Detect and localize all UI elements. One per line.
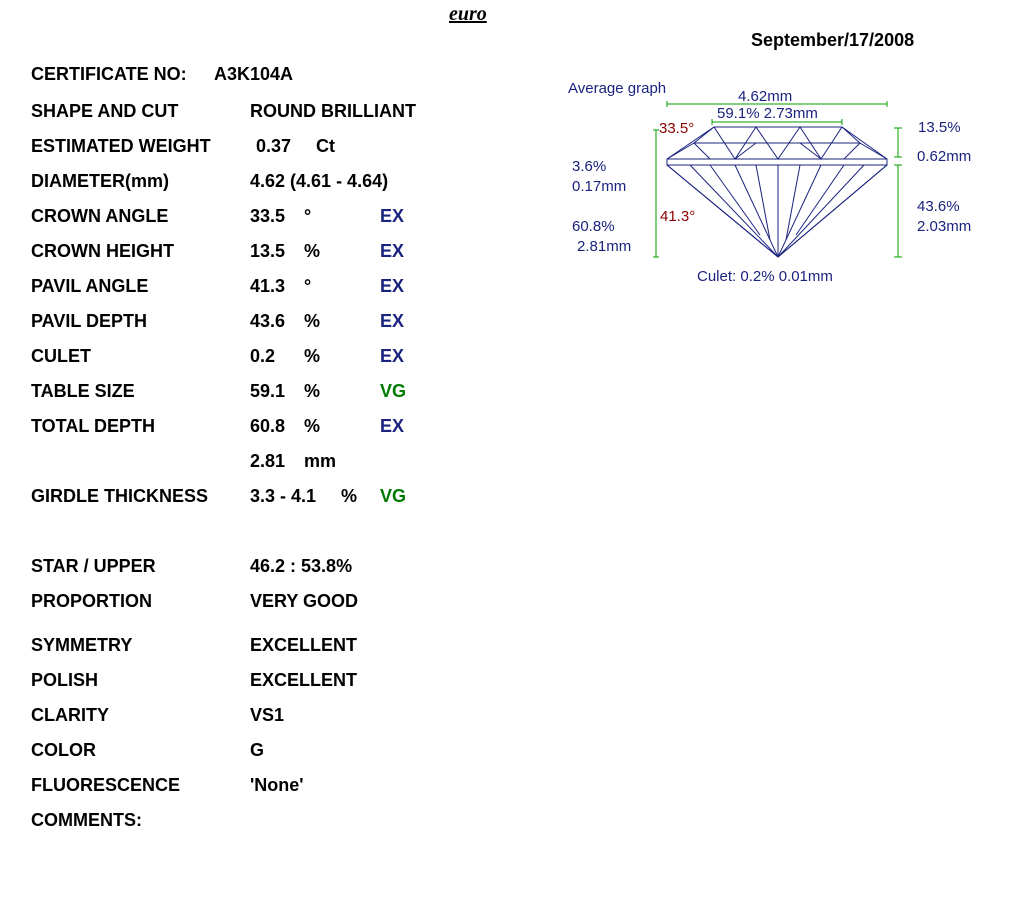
- report-date: September/17/2008: [751, 30, 915, 50]
- spec-unit-pavil-depth: %: [304, 311, 321, 331]
- graph-girdle-mm: 0.17mm: [572, 178, 627, 195]
- spec-unit-estimated-weight: Ct: [316, 136, 335, 156]
- graph-crown-angle: 33.5°: [659, 120, 695, 137]
- spec-label-girdle-thickness: GIRDLE THICKNESS: [31, 486, 209, 506]
- graph-girdle-pct: 3.6%: [572, 158, 607, 175]
- spec-grade-total-depth: EX: [380, 416, 405, 436]
- spec-value-estimated-weight: 0.37: [256, 136, 292, 156]
- graph-crown-height-pct: 13.5%: [918, 119, 961, 136]
- spec-value-girdle-thickness: 3.3 - 4.1: [250, 486, 317, 506]
- spec-value-pavil-depth: 43.6: [250, 311, 286, 331]
- spec-value-total-depth: 60.8: [250, 416, 286, 436]
- graph-total-depth-mm: 2.81mm: [577, 238, 632, 255]
- spec-label-star-upper: STAR / UPPER: [31, 556, 156, 576]
- spec-label-culet: CULET: [31, 346, 91, 366]
- spec-label-diameter-mm: DIAMETER(mm): [31, 171, 169, 191]
- spec-label-pavil-depth: PAVIL DEPTH: [31, 311, 148, 331]
- spec-value-shape-and-cut: ROUND BRILLIANT: [250, 101, 416, 121]
- certificate-label: CERTIFICATE NO:: [31, 64, 187, 84]
- spec-label-total-depth: TOTAL DEPTH: [31, 416, 156, 436]
- diamond-outline: [667, 127, 887, 257]
- spec-label-crown-height: CROWN HEIGHT: [31, 241, 174, 261]
- spec-value-extra: 2.81: [250, 451, 286, 471]
- spec-label-symmetry: SYMMETRY: [31, 635, 133, 655]
- spec-label-crown-angle: CROWN ANGLE: [31, 206, 169, 226]
- spec-value-table-size: 59.1: [250, 381, 286, 401]
- graph-table: 59.1% 2.73mm: [717, 105, 818, 122]
- spec-value-pavil-angle: 41.3: [250, 276, 286, 296]
- spec-value-proportion: VERY GOOD: [250, 591, 359, 611]
- diamond-proportion-graph: [560, 75, 990, 295]
- spec-unit-girdle-thickness: %: [341, 486, 358, 506]
- graph-crown-height-mm: 0.62mm: [917, 148, 972, 165]
- graph-pavilion-depth-mm: 2.03mm: [917, 218, 972, 235]
- spec-label-table-size: TABLE SIZE: [31, 381, 135, 401]
- spec-value-polish: EXCELLENT: [250, 670, 358, 690]
- brand-title: euro: [449, 3, 487, 25]
- spec-value-star-upper: 46.2 : 53.8%: [250, 556, 353, 576]
- spec-grade-pavil-depth: EX: [380, 311, 405, 331]
- spec-value-culet: 0.2: [250, 346, 276, 366]
- spec-label-shape-and-cut: SHAPE AND CUT: [31, 101, 179, 121]
- spec-grade-pavil-angle: EX: [380, 276, 405, 296]
- spec-label-proportion: PROPORTION: [31, 591, 153, 611]
- spec-unit-crown-angle: °: [304, 206, 312, 226]
- spec-label-pavil-angle: PAVIL ANGLE: [31, 276, 149, 296]
- certificate-number: A3K104A: [214, 64, 294, 84]
- spec-label-comments: COMMENTS:: [31, 810, 142, 830]
- spec-unit-extra: mm: [304, 451, 337, 471]
- graph-diameter: 4.62mm: [738, 88, 793, 105]
- graph-pavilion-angle: 41.3°: [660, 208, 696, 225]
- graph-pavilion-depth-pct: 43.6%: [917, 198, 960, 215]
- spec-value-crown-angle: 33.5: [250, 206, 286, 226]
- spec-grade-table-size: VG: [380, 381, 407, 401]
- graph-total-depth-pct: 60.8%: [572, 218, 615, 235]
- spec-grade-culet: EX: [380, 346, 405, 366]
- spec-grade-girdle-thickness: VG: [380, 486, 407, 506]
- spec-label-polish: POLISH: [31, 670, 99, 690]
- spec-value-diameter-mm: 4.62 (4.61 - 4.64): [250, 171, 389, 191]
- spec-value-clarity: VS1: [250, 705, 285, 725]
- spec-unit-culet: %: [304, 346, 321, 366]
- spec-grade-crown-height: EX: [380, 241, 405, 261]
- graph-title: Average graph: [568, 80, 667, 97]
- graph-culet: Culet: 0.2% 0.01mm: [697, 268, 833, 285]
- spec-label-fluorescence: FLUORESCENCE: [31, 775, 181, 795]
- spec-unit-crown-height: %: [304, 241, 321, 261]
- spec-value-fluorescence: 'None': [250, 775, 304, 795]
- spec-value-symmetry: EXCELLENT: [250, 635, 358, 655]
- spec-label-color: COLOR: [31, 740, 96, 760]
- diamond-diagram-svg: [560, 75, 990, 295]
- spec-value-color: G: [250, 740, 265, 760]
- spec-label-clarity: CLARITY: [31, 705, 109, 725]
- spec-grade-crown-angle: EX: [380, 206, 405, 226]
- spec-value-crown-height: 13.5: [250, 241, 286, 261]
- spec-unit-total-depth: %: [304, 416, 321, 436]
- spec-unit-table-size: %: [304, 381, 321, 401]
- spec-unit-pavil-angle: °: [304, 276, 312, 296]
- spec-label-estimated-weight: ESTIMATED WEIGHT: [31, 136, 211, 156]
